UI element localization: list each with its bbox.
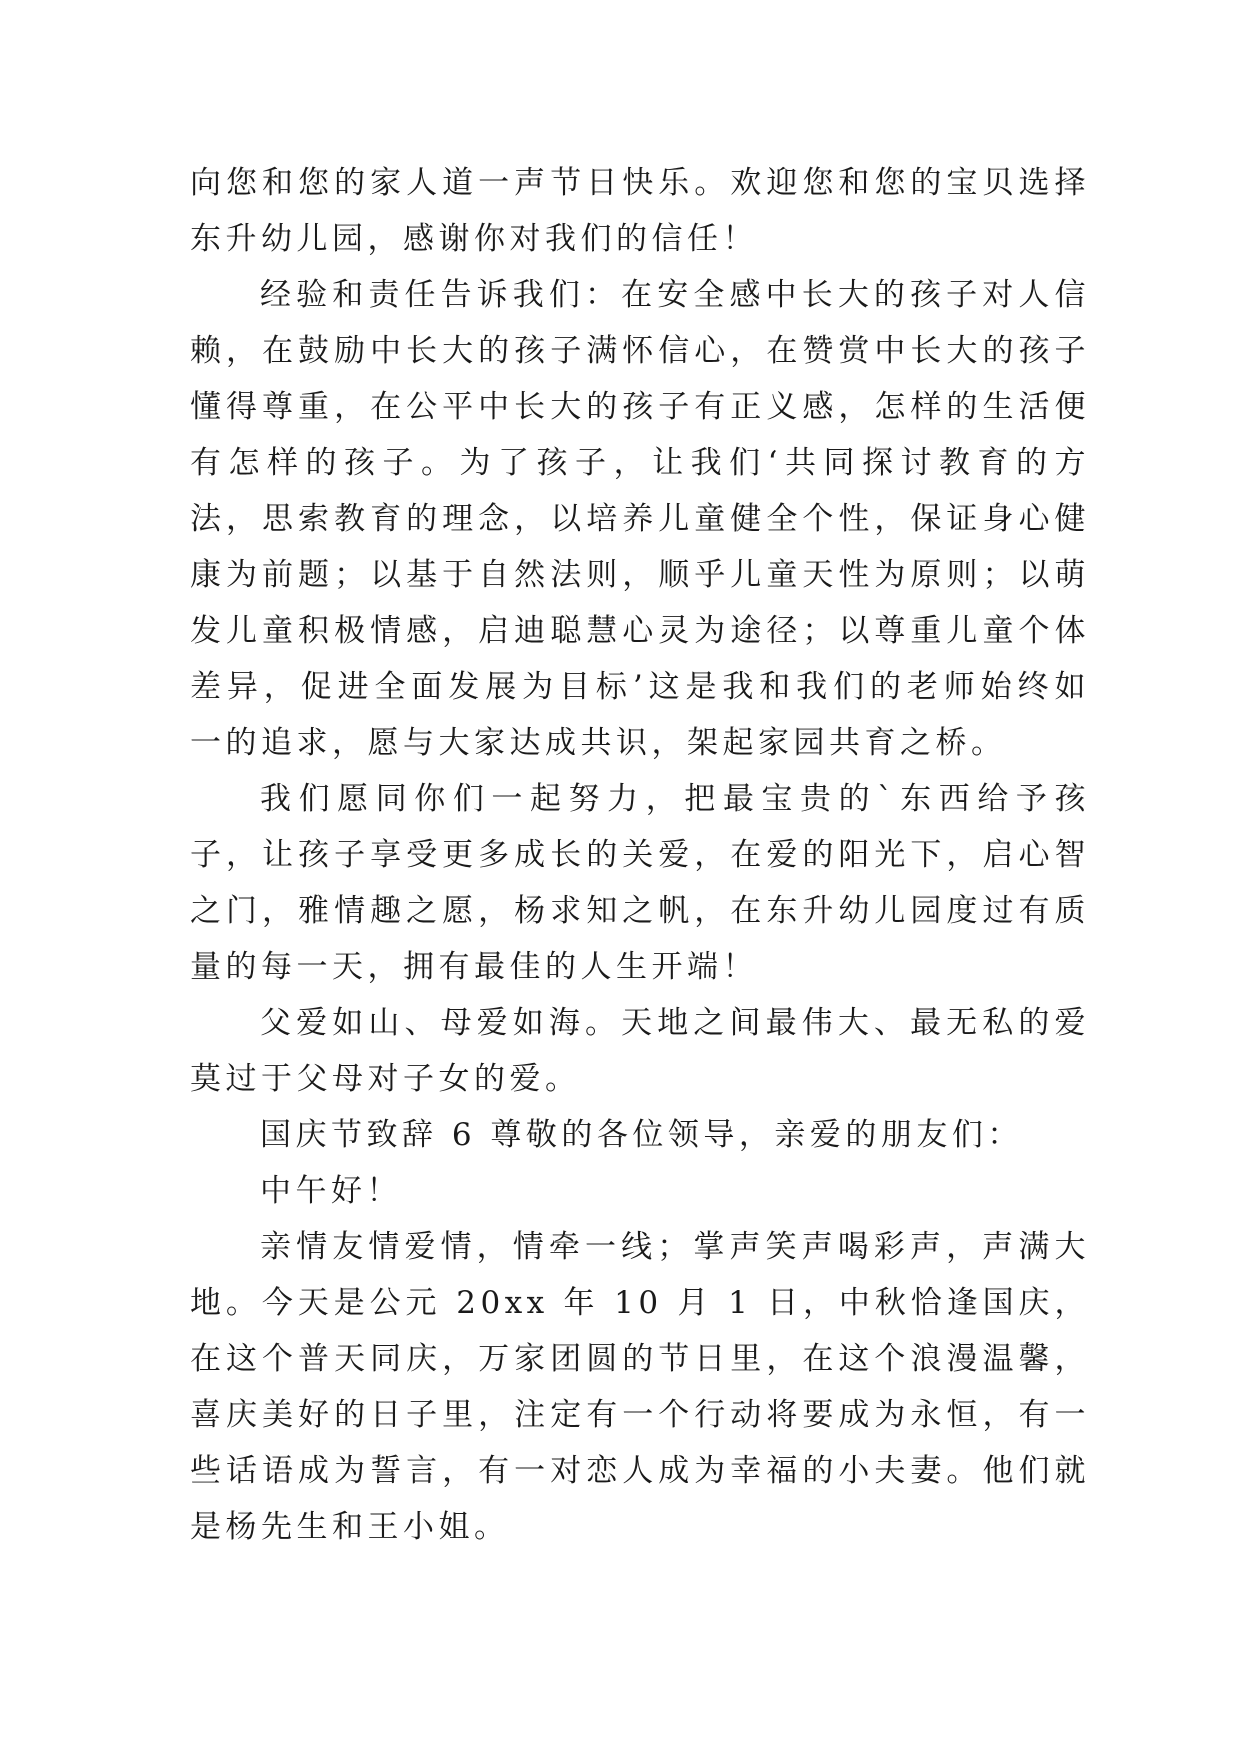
paragraph-3: 我们愿同你们一起努力，把最宝贵的`东西给予孩子，让孩子享受更多成长的关爱，在爱的阳光下，启心智之门，雅情趣之愿，杨求知之帆，在东升幼儿园度过有质量的每一天，拥有最佳的人生开端！ bbox=[190, 781, 1090, 985]
paragraph-1: 向您和您的家人道一声节日快乐。欢迎您和您的宝贝选择东升幼儿园，感谢你对我们的信任！ bbox=[190, 165, 1090, 257]
document-page bbox=[190, 155, 1090, 1555]
paragraph-2: 经验和责任告诉我们：在安全感中长大的孩子对人信赖，在鼓励中长大的孩子满怀信心，在赞赏中长大的孩子懂得尊重，在公平中长大的孩子有正义感，怎样的生活便有怎样的孩子。为了孩子，让我们‘共同探讨教育的方法，思索教育的理念，以培养儿童健全个性，保证身心健康为前题；以基于自然法则，顺乎儿童天性为原则；以萌发儿童积极情感，启迪聪慧心灵为途径；以尊重儿童个体差异，促进全面发展为目标’这是我和我们的老师始终如一的追求，愿与大家达成共识，架起家园共育之桥。 bbox=[190, 277, 1090, 761]
paragraph-5: 国庆节致辞 6 尊敬的各位领导，亲爱的朋友们： bbox=[260, 1117, 1023, 1153]
paragraph-7: 亲情友情爱情，情牵一线；掌声笑声喝彩声，声满大地。今天是公元 20xx 年 10 月 1 日，中秋恰逢国庆，在这个普天同庆，万家团圆的节日里，在这个浪漫温馨，喜庆美好的日子里，注定有一个行动将要成为永恒，有一些话语成为誓言，有一对恋人成为幸福的小夫妻。他们就是杨先生和王小姐。 bbox=[190, 1229, 1090, 1545]
paragraph-6: 中午好！ bbox=[260, 1173, 402, 1209]
paragraph-4: 父爱如山、母爱如海。天地之间最伟大、最无私的爱莫过于父母对子女的爱。 bbox=[190, 1005, 1090, 1097]
